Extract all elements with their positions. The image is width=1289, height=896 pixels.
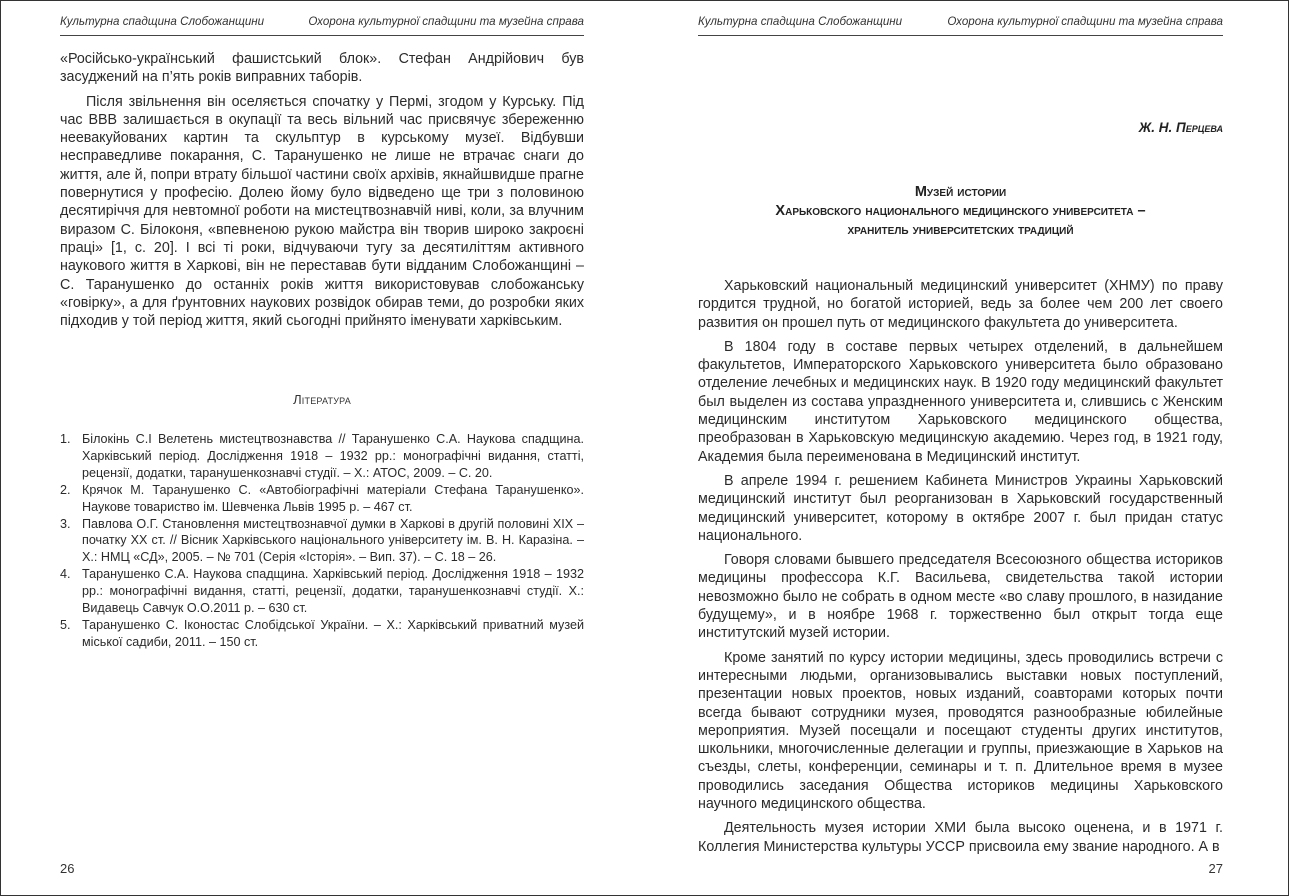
reference-text: Таранушенко С.А. Наукова спадщина. Харківський період. Дослідження 1918 – 1932 рр.: монографічні видання, статті, рецензії, додатки, таранушенкознавчі студії. Х.: Видавець Савчук О.О.2011 р. – 630 ст.: [82, 567, 584, 616]
running-head-left: Культурна спадщина Слобожанщини: [698, 15, 903, 28]
article-title: [698, 183, 1223, 240]
paragraph: Харьковский национальный медицинский университет (ХНМУ) по праву гордится трудной, но богатой историей, ведь за более чем 200 лет своего развития он прошел путь от медицинского факультета до университета.: [698, 278, 1223, 331]
right-page: [698, 0, 1223, 896]
paragraph: Після звільнення він оселяється спочатку у Пермі, згодом у Курську. Під час ВВВ залишається в окупації та весь вільний час присвячує збереженню неевакуйованих картин та скульптур в курському музеї. Відбувши несправедливе покарання, С. Таранушенко не лише не втрачає снаги до життя, але й, попри втрату більшої частини своїх архівів, якнайшвидше прагне повернутися у професію. Долею йому було відведено ще три з половиною десятиріччя для невтомної роботи на мистецтвознавчій ниві, коли, за влучним виразом С. Білоконя, «впевненою рукою майстра він творив широко закроєні праці» [1, с. 20]. І всі ті роки, відчуваючи тугу за десятиліттям активного наукового життя в Харкові, він не переставав бути відданим Слобожанщині – С. Таранушенко до останніх років життя використовував слобожанську «говірку», а для ґрунтовних наукових розвідок обирав теми, до розробки яких підходив у той період життя, який сьогодні прийнято іменувати харківським.: [60, 93, 584, 330]
paragraph: «Російсько-український фашистський блок». Стефан Андрійович був засуджений на п’ять років виправних таборів.: [60, 51, 584, 86]
running-head-left: Культурна спадщина Слобожанщини: [60, 15, 265, 28]
reference-number: 5.: [60, 617, 71, 632]
reference-item: [60, 482, 584, 516]
article-author: Ж. Н. Перцева: [1138, 120, 1223, 135]
body-text: [60, 50, 584, 336]
paragraph: В 1804 году в составе первых четырех отделений, в дальнейшем факультетов, Императорского Харьковского университета было образовано отделение лечебных и медицинских наук. В 1920 году медицинский факультет был выделен из состава упраздненного университета и, слившись с Женским медицинским институтом Харьковского медицинского общества, преобразован в Харьковскую медицинскую академию. Через год, в 1921 году, Академия была переименована в Медицинский институт.: [698, 338, 1223, 465]
literature-heading: Література: [293, 392, 351, 407]
page-number: 26: [60, 861, 75, 876]
article-title-line: Харьковского национального медицинского университета –: [775, 203, 1146, 219]
reference-number: 1.: [60, 432, 71, 446]
reference-text: Крячок М. Таранушенко С. «Автобіографічні матеріали Стефана Таранушенко». Наукове товариство ім. Шевченка Львів 1995 р. – 467 ст.: [82, 482, 584, 514]
reference-text: Павлова О.Г. Становлення мистецтвознавчої думки в Харкові в другій половині ХІХ – початку ХХ ст. // Вісник Харківського національного університету ім. В. Н. Каразіна. – Х.: НМЦ «СД», 2005. – № 701 (Серія «Історія». – Вип. 37). – С. 18 – 26.: [82, 516, 584, 565]
paragraph: Кроме занятий по курсу истории медицины, здесь проводились встречи с интересными людьми, организовывались выставки новых поступлений, презентации новых проектов, новых изданий, соавторами которых почти всегда бывают сотрудники музея, проводятся разнообразные юбилейные мероприятия. Музей посещали и посещают студенты других институтов, школьники, многочисленные делегации и группы, приезжающие в Харьков на съезды, слеты, конференции, семинары и т. п. Длительное время в музее проводились заседания Общества историков медицины Харьковского научного медицинского общества.: [698, 649, 1223, 813]
reference-text: Таранушенко С. Іконостас Слобідської України. – Х.: Харківський приватний музей міської садиби, 2011. – 150 ст.: [82, 617, 584, 649]
reference-number: 2.: [60, 482, 71, 497]
reference-text: Білокінь С.І Велетень мистецтвознавства // Таранушенко С.А. Наукова спадщина. Харківський період. Дослідження 1918 – 1932 рр.: монографічні видання, статті, рецензії, додатки, таранушенкознавчі студії. – Х.: АТОС, 2009. – С. 20.: [82, 432, 584, 480]
body-text: [698, 277, 1223, 862]
running-head-right: Охорона культурної спадщини та музейна справа: [308, 15, 584, 28]
paragraph: В апреле 1994 г. решением Кабинета Министров Украины Харьковский медицинский институт был реорганизован в Харьковский государственный медицинский университет, которому в октябре 2007 г. был придан статус национального.: [698, 472, 1223, 544]
reference-list: [60, 431, 584, 651]
left-page: [60, 0, 584, 896]
article-title-line: хранитель университетских традиций: [847, 222, 1074, 238]
reference-item: [60, 617, 584, 651]
page-number: 27: [1208, 861, 1223, 876]
running-head-right: Охорона культурної спадщини та музейна справа: [947, 15, 1223, 28]
paragraph: Деятельность музея истории ХМИ была высоко оценена, и в 1971 г. Коллегия Министерства культуры УССР присвоила ему звание народного. А в: [698, 820, 1223, 855]
article-title-line: Музей истории: [914, 184, 1007, 200]
reference-item: [60, 431, 584, 482]
reference-number: 4.: [60, 567, 71, 582]
running-head: [698, 15, 1223, 36]
reference-item: [60, 566, 584, 617]
reference-number: 3.: [60, 516, 71, 531]
paragraph: Говоря словами бывшего председателя Всесоюзного общества историков медицины профессора К.Г. Васильева, свидетельства такой истории невозможно было не собрать в одном месте «во славу прошлого, в назидание будущему», и в ноябре 1968 г. торжественно был открыт тогда еще институтский музей истории.: [698, 552, 1223, 642]
running-head: [60, 15, 584, 36]
reference-item: [60, 516, 584, 567]
